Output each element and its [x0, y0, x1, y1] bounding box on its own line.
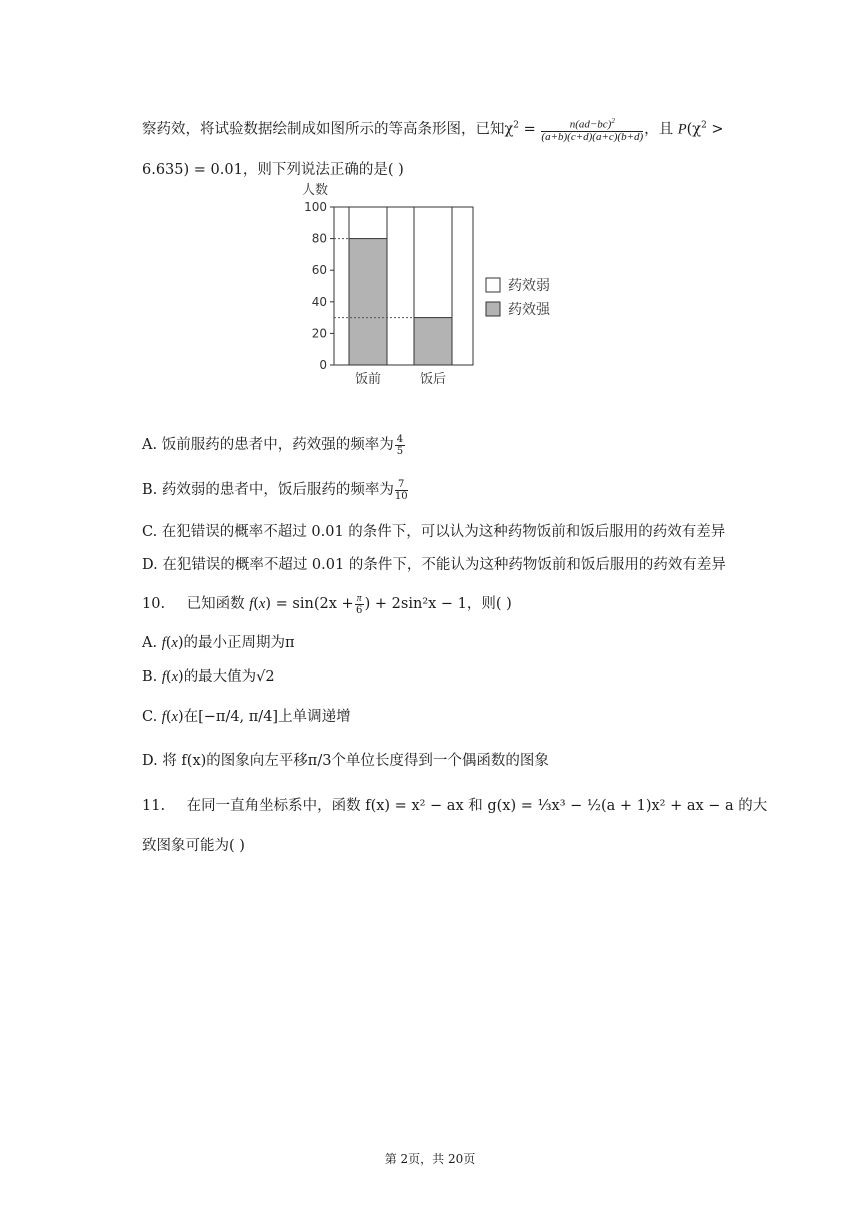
- q10-option-d[interactable]: D. 将 f(x)的图象向左平移π/3个单位长度得到一个偶函数的图象: [142, 753, 549, 769]
- q10-option-c[interactable]: C. f(x)在[−π/4, π/4]上单调递增: [142, 709, 351, 725]
- option-text: 在犯错误的概率不超过 0.01 的条件下，不能认为这种药物饭前和饭后服用的药效有差异: [162, 557, 726, 573]
- stacked-bar-chart: [290, 180, 580, 390]
- y-tick-label: 100: [304, 200, 327, 214]
- y-tick-label: 80: [311, 231, 327, 246]
- y-tick-label: 40: [311, 294, 327, 309]
- y-axis-label: 人数: [302, 183, 329, 198]
- page-footer: 第 2页，共 20页: [384, 1152, 476, 1166]
- y-tick-label: 60: [311, 263, 327, 278]
- y-tick-label: 20: [311, 326, 327, 341]
- fraction: $\frac{4}{5}$: [396, 433, 404, 457]
- chi-square-formula: $\frac{n(ad-bc)^2}{(a+b)(c+d)(a+c)(b+d)}$: [541, 117, 644, 143]
- q10-option-a[interactable]: A. f(x)的最小正周期为π: [142, 635, 295, 651]
- option-text: 在犯错误的概率不超过 0.01 的条件下，可以认为这种药物饭前和饭后服用的药效有差异: [161, 524, 726, 540]
- fraction: $\frac{\pi}{6}$: [355, 592, 363, 616]
- x-tick-label: 饭前: [354, 372, 382, 387]
- q9-option-c[interactable]: [142, 520, 725, 541]
- legend-swatch: [486, 278, 500, 292]
- q9-intro-and: ，且: [644, 121, 674, 138]
- question-number: 11.: [142, 798, 166, 814]
- legend-label: 药效强: [508, 302, 550, 318]
- q11-stem-line1: 11. 在同一直角坐标系中，函数 f(x) = x² − ax 和 g(x) = ⅓x³ − ½(a + 1)x² + ax − a 的大: [142, 798, 768, 814]
- bar-strong: [349, 239, 387, 365]
- formula-numerator: n(ad−bc): [569, 118, 612, 131]
- option-label: A.: [142, 437, 158, 453]
- option-label: B.: [142, 482, 158, 498]
- option-label: D.: [142, 557, 158, 573]
- q9-stem-line1: 察药效，将试验数据绘制成如图所示的等高条形图，已知$\chi^2$ = $\frac{n(ad-bc)^2}{(a+b)(c+d)(a+c)(b+d)}$ ，且 $P(\chi^2$ >: [142, 117, 724, 143]
- q9-option-b[interactable]: [142, 478, 409, 502]
- formula-denominator: (a+b)(c+d)(a+c)(b+d): [541, 130, 644, 143]
- q10-stem: 10. 已知函数 f(x) = sin(2x + $\frac{\pi}{6}$ ) + 2sin²x − 1，则( ): [142, 592, 512, 616]
- y-tick-label: 0: [319, 358, 327, 372]
- question-number: 10.: [142, 596, 166, 612]
- q11-stem-line2: 致图象可能为( ): [142, 838, 245, 854]
- option-text: 饭前服药的患者中，药效强的频率为: [161, 437, 394, 453]
- q9-stem-line2: 6.635) = 0.01，则下列说法正确的是( ): [142, 162, 404, 178]
- q9-option-d[interactable]: [142, 553, 726, 574]
- q9-option-a[interactable]: [142, 433, 406, 457]
- fraction: $\frac{7}{10}$: [394, 478, 408, 502]
- q10-option-b[interactable]: B. f(x)的最大值为√2: [142, 669, 275, 685]
- legend-label: 药效弱: [508, 278, 550, 294]
- q9-intro-text: 察药效，将试验数据绘制成如图所示的等高条形图，已知χ: [142, 121, 514, 138]
- bar-strong: [414, 318, 452, 365]
- x-tick-label: 饭后: [419, 372, 447, 387]
- legend-swatch: [486, 302, 500, 316]
- option-label: C.: [142, 524, 158, 540]
- option-text: 药效弱的患者中，饭后服药的频率为: [161, 482, 394, 498]
